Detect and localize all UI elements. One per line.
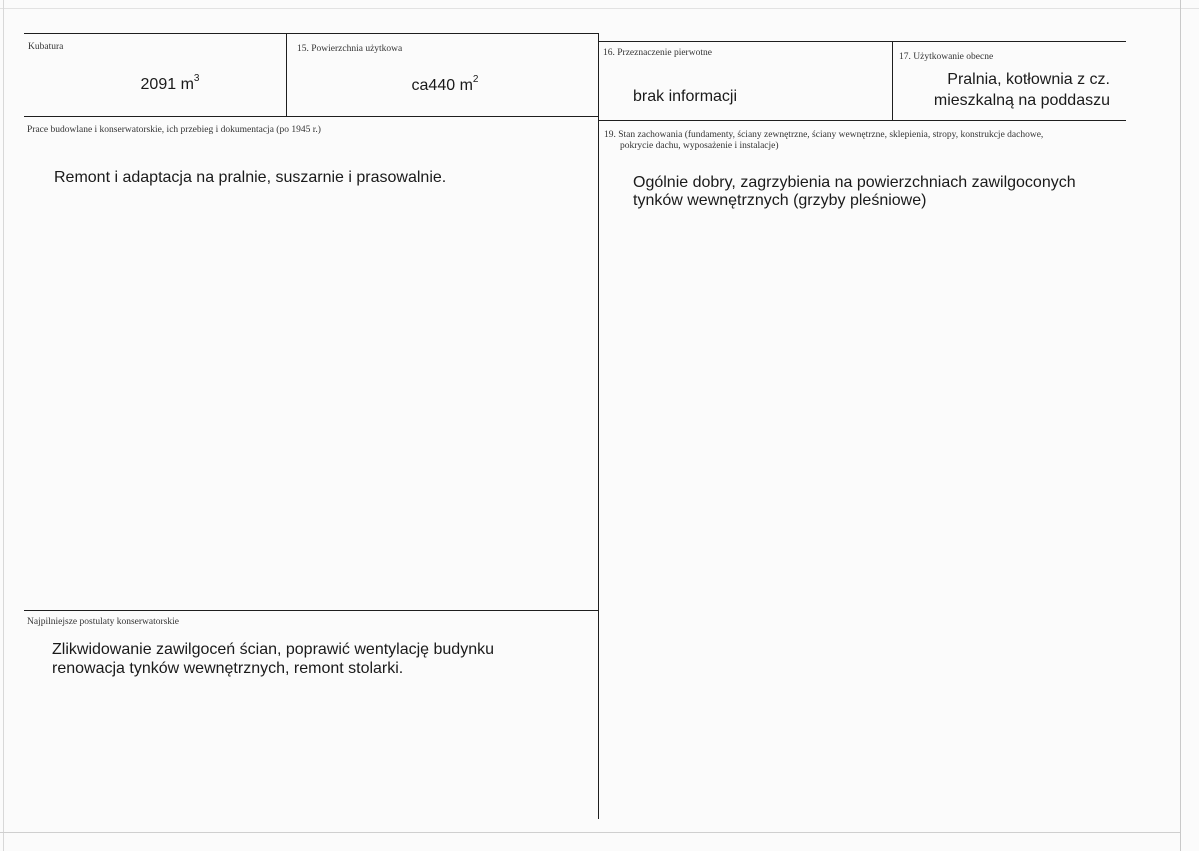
header-row-bottom-border bbox=[24, 116, 598, 117]
column-divider-main bbox=[598, 33, 599, 819]
scan-edge-right bbox=[1180, 0, 1181, 851]
prace-label: Prace budowlane i konserwatorskie, ich przebieg i dokumentacja (po 1945 r.) bbox=[27, 125, 321, 135]
stan-value-line2: tynków wewnętrznych (grzyby pleśniowe) bbox=[633, 192, 927, 209]
kubatura-unit-exponent: 3 bbox=[193, 72, 200, 84]
prace-section-bottom-border bbox=[24, 610, 598, 611]
uzytkowanie-label: 17. Użytkowanie obecne bbox=[899, 52, 994, 62]
uzytkowanie-value-line1: Pralnia, kotłownia z cz. bbox=[947, 71, 1110, 88]
postulaty-label: Najpilniejsze postulaty konserwatorskie bbox=[27, 617, 179, 627]
postulaty-value-line2: renowacja tynków wewnętrznych, remont stolarki. bbox=[52, 660, 404, 677]
stan-label-line1: 19. Stan zachowania (fundamenty, ściany zewnętrzne, ściany wewnętrzne, sklepienia, stropy, konstrukcje dachowe, bbox=[604, 130, 1044, 140]
powierzchnia-unit-exponent: 2 bbox=[472, 73, 479, 85]
kubatura-value bbox=[90, 72, 250, 95]
kubatura-number: 2091 m bbox=[140, 76, 194, 93]
form-top-border bbox=[24, 33, 598, 34]
powierzchnia-value bbox=[365, 73, 525, 96]
form-top-border-right bbox=[598, 41, 1126, 42]
column-divider-1 bbox=[286, 33, 287, 116]
uzytkowanie-value-line2: mieszkalną na poddaszu bbox=[933, 92, 1110, 109]
column-divider-3 bbox=[892, 41, 893, 121]
przeznaczenie-label: 16. Przeznaczenie pierwotne bbox=[603, 48, 712, 58]
prace-value: Remont i adaptacja na pralnie, suszarnie i prasowalnie. bbox=[54, 169, 447, 186]
powierzchnia-label: 15. Powierzchnia użytkowa bbox=[297, 44, 403, 54]
powierzchnia-number: ca440 m bbox=[411, 77, 473, 94]
przeznaczenie-value: brak informacji bbox=[633, 88, 738, 105]
postulaty-value-line1: Zlikwidowanie zawilgoceń ścian, poprawić wentylację budynku bbox=[52, 641, 494, 658]
stan-label-line2: pokrycie dachu, wyposażenie i instalacje) bbox=[620, 141, 779, 151]
scan-edge-top bbox=[0, 8, 1199, 9]
kubatura-label: Kubatura bbox=[28, 42, 64, 52]
scan-edge-left bbox=[3, 0, 4, 851]
header-row-bottom-border-right bbox=[598, 120, 1126, 121]
stan-value-line1: Ogólnie dobry, zagrzybienia na powierzchniach zawilgoconych bbox=[633, 174, 1076, 191]
scan-edge-bottom bbox=[0, 832, 1180, 833]
